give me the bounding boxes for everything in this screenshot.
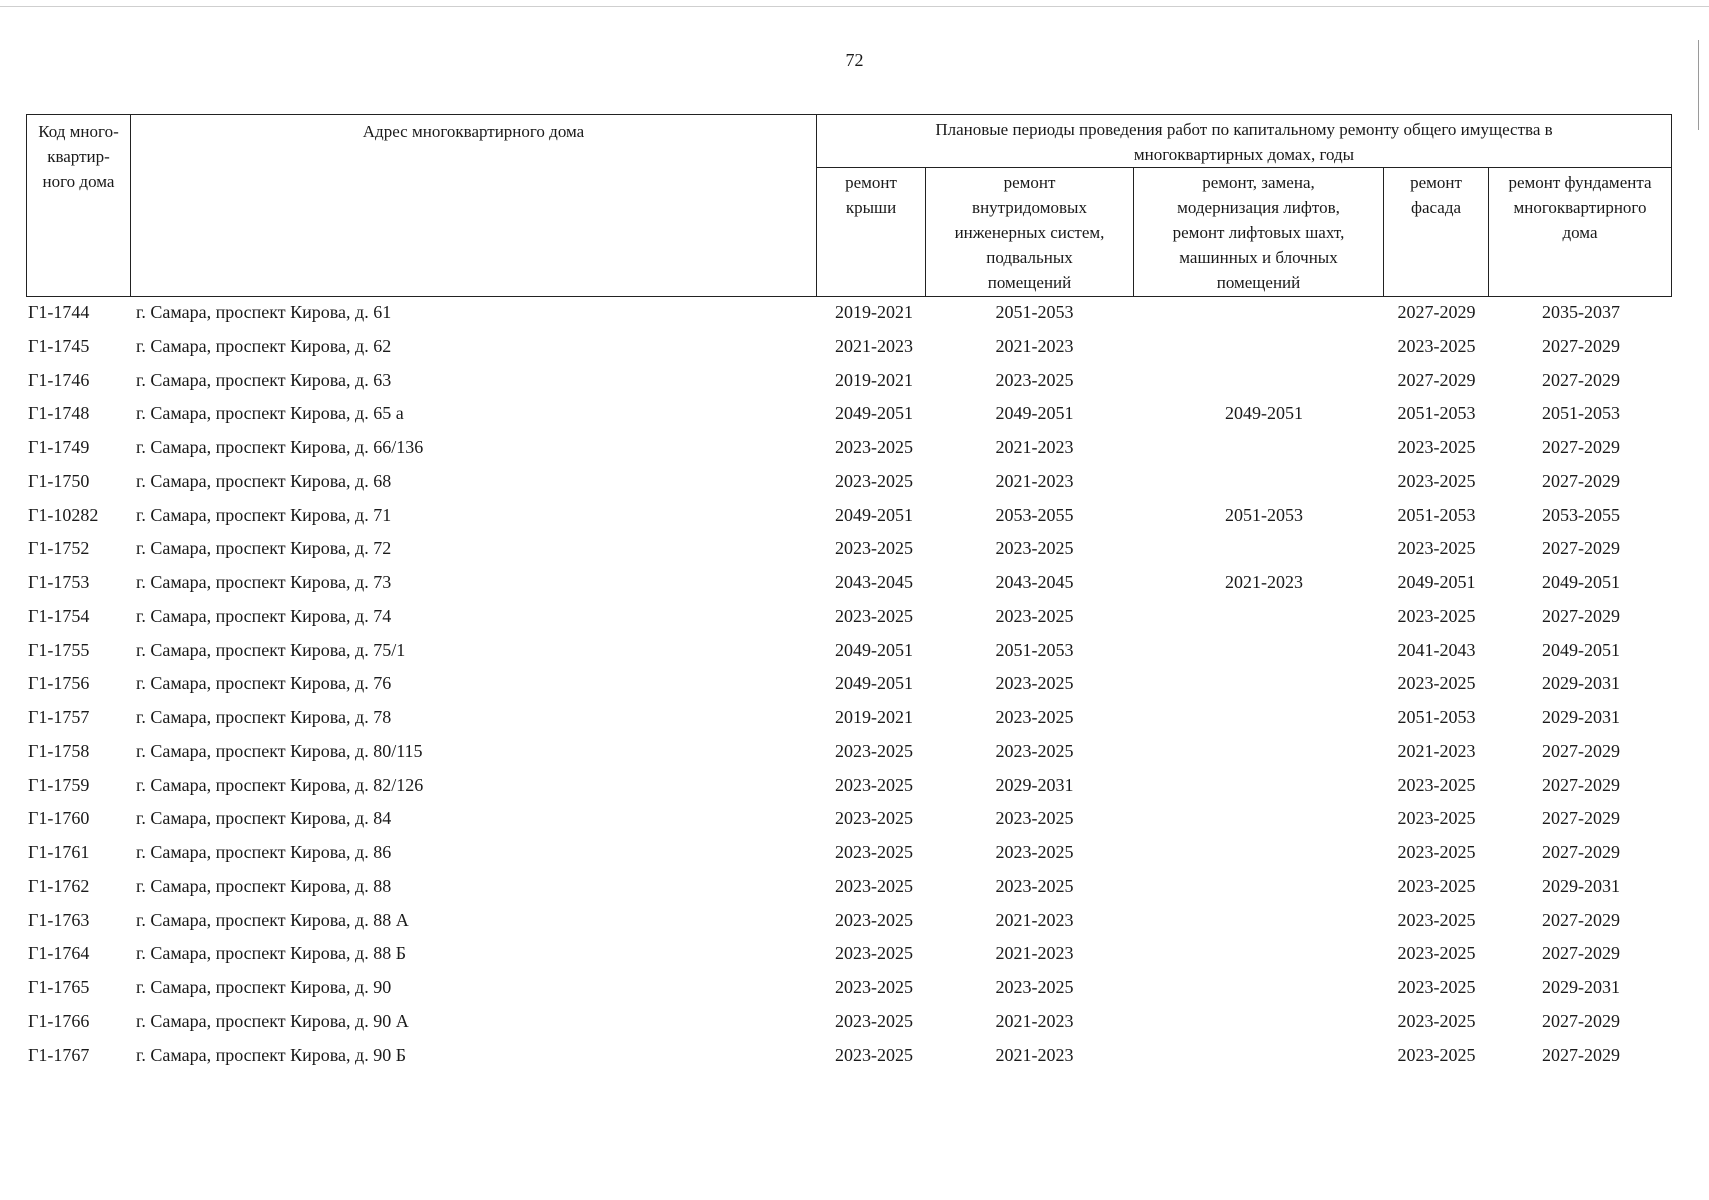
cell-address: г. Самара, проспект Кирова, д. 80/115 bbox=[136, 740, 423, 761]
table-row bbox=[26, 737, 1672, 771]
table-row bbox=[26, 1041, 1672, 1075]
cell-code: Г1-1759 bbox=[28, 774, 90, 795]
table-row bbox=[26, 939, 1672, 973]
header-foundation: ремонт фундамента многоквартирного дома bbox=[1508, 173, 1652, 242]
table-row bbox=[26, 636, 1672, 670]
cell-code: Г1-1752 bbox=[28, 538, 90, 559]
table-row bbox=[26, 771, 1672, 805]
cell-roof: 2021-2023 bbox=[835, 335, 913, 356]
cell-roof: 2023-2025 bbox=[835, 605, 913, 626]
cell-foundation: 2029-2031 bbox=[1542, 977, 1620, 997]
cell-facade: 2023-2025 bbox=[1397, 875, 1476, 896]
cell-address: г. Самара, проспект Кирова, д. 66/136 bbox=[136, 437, 424, 457]
cell-facade: 2027-2029 bbox=[1397, 369, 1476, 390]
cell-facade: 2023-2025 bbox=[1397, 977, 1476, 997]
cell-facade: 2023-2025 bbox=[1397, 842, 1476, 862]
table-row bbox=[26, 669, 1672, 703]
cell-engineering: 2049-2051 bbox=[995, 403, 1074, 424]
cell-engineering: 2023-2025 bbox=[995, 538, 1074, 559]
table-row bbox=[26, 433, 1672, 467]
header-code: Код много- квартир- ного дома bbox=[38, 122, 119, 191]
table-row bbox=[26, 804, 1672, 838]
cell-roof: 2049-2051 bbox=[835, 639, 913, 660]
cell-facade: 2023-2025 bbox=[1397, 774, 1476, 795]
table-row bbox=[26, 1007, 1672, 1041]
cell-address: г. Самара, проспект Кирова, д. 63 bbox=[136, 369, 392, 390]
cell-facade: 2023-2025 bbox=[1397, 808, 1476, 829]
table-row bbox=[26, 366, 1672, 400]
cell-engineering: 2023-2025 bbox=[995, 369, 1074, 390]
cell-engineering: 2023-2025 bbox=[995, 808, 1074, 829]
cell-code: Г1-1761 bbox=[28, 842, 90, 862]
cell-engineering: 2023-2025 bbox=[995, 842, 1074, 862]
table-row bbox=[26, 703, 1672, 737]
cell-engineering: 2021-2023 bbox=[995, 335, 1074, 356]
cell-code: Г1-1757 bbox=[28, 707, 90, 727]
cell-facade: 2021-2023 bbox=[1397, 740, 1476, 761]
table-row bbox=[26, 534, 1672, 568]
cell-address: г. Самара, проспект Кирова, д. 86 bbox=[136, 842, 392, 862]
cell-foundation: 2027-2029 bbox=[1542, 538, 1620, 559]
cell-code: Г1-1749 bbox=[28, 437, 90, 457]
cell-engineering: 2043-2045 bbox=[995, 572, 1074, 592]
cell-roof: 2019-2021 bbox=[835, 302, 913, 322]
cell-code: Г1-1753 bbox=[28, 572, 90, 592]
cell-code: Г1-1746 bbox=[28, 369, 90, 390]
cell-engineering: 2021-2023 bbox=[995, 909, 1074, 930]
cell-engineering: 2053-2055 bbox=[995, 504, 1074, 525]
scan-artifact-line bbox=[0, 6, 1709, 7]
cell-engineering: 2023-2025 bbox=[995, 875, 1074, 896]
header-bottom-border bbox=[26, 296, 1672, 297]
cell-address: г. Самара, проспект Кирова, д. 90 bbox=[136, 977, 392, 997]
cell-address: г. Самара, проспект Кирова, д. 68 bbox=[136, 470, 392, 491]
cell-roof: 2049-2051 bbox=[835, 403, 913, 424]
cell-foundation: 2029-2031 bbox=[1542, 707, 1620, 727]
cell-foundation: 2027-2029 bbox=[1542, 842, 1620, 862]
cell-foundation: 2027-2029 bbox=[1542, 909, 1620, 930]
cell-roof: 2023-2025 bbox=[835, 740, 913, 761]
cell-engineering: 2023-2025 bbox=[995, 605, 1074, 626]
cell-address: г. Самара, проспект Кирова, д. 84 bbox=[136, 808, 392, 829]
cell-engineering: 2023-2025 bbox=[995, 740, 1074, 761]
cell-engineering: 2021-2023 bbox=[995, 943, 1074, 964]
table-row bbox=[26, 872, 1672, 906]
cell-address: г. Самара, проспект Кирова, д. 74 bbox=[136, 605, 392, 626]
cell-engineering: 2023-2025 bbox=[995, 707, 1074, 727]
cell-engineering: 2021-2023 bbox=[995, 1010, 1074, 1031]
cell-foundation: 2029-2031 bbox=[1542, 673, 1620, 694]
cell-code: Г1-1760 bbox=[28, 808, 90, 829]
cell-foundation: 2027-2029 bbox=[1542, 1044, 1620, 1065]
cell-code: Г1-1766 bbox=[28, 1010, 90, 1031]
cell-engineering: 2021-2023 bbox=[995, 1044, 1074, 1065]
cell-facade: 2051-2053 bbox=[1397, 403, 1476, 424]
cell-code: Г1-1754 bbox=[28, 605, 90, 626]
cell-facade: 2023-2025 bbox=[1397, 470, 1476, 491]
cell-facade: 2023-2025 bbox=[1397, 943, 1476, 964]
cell-roof: 2023-2025 bbox=[835, 943, 913, 964]
cell-facade: 2051-2053 bbox=[1397, 504, 1476, 525]
cell-foundation: 2049-2051 bbox=[1542, 572, 1620, 592]
cell-address: г. Самара, проспект Кирова, д. 75/1 bbox=[136, 639, 406, 660]
cell-engineering: 2023-2025 bbox=[995, 673, 1074, 694]
cell-engineering: 2051-2053 bbox=[995, 302, 1074, 322]
cell-address: г. Самара, проспект Кирова, д. 88 bbox=[136, 875, 392, 896]
cell-roof: 2023-2025 bbox=[835, 909, 913, 930]
cell-engineering: 2029-2031 bbox=[995, 774, 1074, 795]
cell-facade: 2023-2025 bbox=[1397, 538, 1476, 559]
cell-address: г. Самара, проспект Кирова, д. 90 Б bbox=[136, 1044, 407, 1065]
cell-roof: 2023-2025 bbox=[835, 437, 913, 457]
cell-code: Г1-1748 bbox=[28, 403, 90, 424]
cell-roof: 2043-2045 bbox=[835, 572, 913, 592]
header-facade: ремонт фасада bbox=[1410, 173, 1462, 217]
cell-foundation: 2027-2029 bbox=[1542, 774, 1620, 795]
header-address: Адрес многоквартирного дома bbox=[362, 122, 585, 141]
cell-roof: 2023-2025 bbox=[835, 875, 913, 896]
cell-foundation: 2027-2029 bbox=[1542, 369, 1620, 390]
cell-facade: 2023-2025 bbox=[1397, 1044, 1476, 1065]
table-row bbox=[26, 838, 1672, 872]
cell-lift: 2021-2023 bbox=[1225, 572, 1303, 592]
cell-code: Г1-1756 bbox=[28, 673, 90, 694]
table-row bbox=[26, 568, 1672, 602]
cell-facade: 2023-2025 bbox=[1397, 673, 1476, 694]
cell-roof: 2023-2025 bbox=[835, 538, 913, 559]
cell-foundation: 2029-2031 bbox=[1542, 875, 1620, 896]
cell-facade: 2023-2025 bbox=[1397, 605, 1476, 626]
cell-foundation: 2027-2029 bbox=[1542, 470, 1620, 491]
cell-address: г. Самара, проспект Кирова, д. 88 Б bbox=[136, 943, 407, 964]
cell-code: Г1-1765 bbox=[28, 977, 90, 997]
header-top-border bbox=[26, 114, 1672, 115]
cell-foundation: 2027-2029 bbox=[1542, 808, 1620, 829]
cell-code: Г1-1764 bbox=[28, 943, 90, 964]
cell-roof: 2049-2051 bbox=[835, 504, 913, 525]
cell-code: Г1-1755 bbox=[28, 639, 90, 660]
cell-address: г. Самара, проспект Кирова, д. 78 bbox=[136, 707, 392, 727]
cell-foundation: 2027-2029 bbox=[1542, 437, 1620, 457]
cell-foundation: 2049-2051 bbox=[1542, 639, 1620, 660]
header-engineering: ремонт внутридомовых инженерных систем, подвальных помещений bbox=[954, 173, 1105, 292]
table-header bbox=[26, 114, 1672, 297]
cell-facade: 2027-2029 bbox=[1397, 302, 1476, 322]
cell-address: г. Самара, проспект Кирова, д. 62 bbox=[136, 335, 392, 356]
cell-foundation: 2027-2029 bbox=[1542, 605, 1620, 626]
cell-engineering: 2021-2023 bbox=[995, 437, 1074, 457]
cell-roof: 2023-2025 bbox=[835, 1044, 913, 1065]
table-row bbox=[26, 332, 1672, 366]
cell-foundation: 2027-2029 bbox=[1542, 943, 1620, 964]
cell-address: г. Самара, проспект Кирова, д. 88 А bbox=[136, 909, 409, 930]
cell-code: Г1-1744 bbox=[28, 302, 90, 322]
cell-foundation: 2035-2037 bbox=[1542, 302, 1620, 322]
cell-address: г. Самара, проспект Кирова, д. 73 bbox=[136, 572, 392, 592]
cell-roof: 2023-2025 bbox=[835, 808, 913, 829]
cell-lift: 2049-2051 bbox=[1225, 403, 1303, 424]
page-number: 72 bbox=[845, 50, 864, 70]
cell-roof: 2049-2051 bbox=[835, 673, 913, 694]
cell-roof: 2023-2025 bbox=[835, 842, 913, 862]
cell-roof: 2023-2025 bbox=[835, 470, 913, 491]
cell-facade: 2041-2043 bbox=[1397, 639, 1476, 660]
cell-address: г. Самара, проспект Кирова, д. 76 bbox=[136, 673, 392, 694]
cell-address: г. Самара, проспект Кирова, д. 71 bbox=[136, 504, 392, 525]
cell-foundation: 2053-2055 bbox=[1542, 504, 1620, 525]
cell-code: Г1-1745 bbox=[28, 335, 90, 356]
header-lift: ремонт, замена, модернизация лифтов, ремонт лифтовых шахт, машинных и блочных помещений bbox=[1172, 173, 1345, 292]
header-mid-border bbox=[816, 167, 1672, 168]
cell-address: г. Самара, проспект Кирова, д. 82/126 bbox=[136, 774, 424, 795]
cell-code: Г1-1767 bbox=[28, 1044, 90, 1065]
cell-code: Г1-1763 bbox=[28, 909, 90, 930]
cell-code: Г1-1750 bbox=[28, 470, 90, 491]
header-roof: ремонт крыши bbox=[845, 173, 897, 217]
cell-address: г. Самара, проспект Кирова, д. 65 а bbox=[136, 403, 404, 424]
cell-facade: 2051-2053 bbox=[1397, 707, 1476, 727]
cell-foundation: 2027-2029 bbox=[1542, 1010, 1620, 1031]
cell-code: Г1-1758 bbox=[28, 740, 90, 761]
table-row bbox=[26, 298, 1672, 332]
header-periods: Плановые периоды проведения работ по капитальному ремонту общего имущества в многоквартирных домах, годы bbox=[935, 120, 1553, 164]
table-row bbox=[26, 467, 1672, 501]
cell-engineering: 2021-2023 bbox=[995, 470, 1074, 491]
cell-address: г. Самара, проспект Кирова, д. 72 bbox=[136, 538, 392, 559]
cell-facade: 2023-2025 bbox=[1397, 909, 1476, 930]
cell-roof: 2023-2025 bbox=[835, 774, 913, 795]
cell-foundation: 2051-2053 bbox=[1542, 403, 1620, 424]
cell-facade: 2049-2051 bbox=[1397, 572, 1476, 592]
cell-engineering: 2023-2025 bbox=[995, 977, 1074, 997]
cell-roof: 2023-2025 bbox=[835, 1010, 913, 1031]
cell-roof: 2023-2025 bbox=[835, 977, 913, 997]
cell-facade: 2023-2025 bbox=[1397, 335, 1476, 356]
cell-lift: 2051-2053 bbox=[1225, 504, 1303, 525]
cell-roof: 2019-2021 bbox=[835, 707, 913, 727]
cell-facade: 2023-2025 bbox=[1397, 1010, 1476, 1031]
cell-address: г. Самара, проспект Кирова, д. 61 bbox=[136, 302, 392, 322]
table-row bbox=[26, 602, 1672, 636]
cell-code: Г1-10282 bbox=[28, 504, 99, 525]
table-row bbox=[26, 906, 1672, 940]
table-row bbox=[26, 501, 1672, 535]
cell-facade: 2023-2025 bbox=[1397, 437, 1476, 457]
table-row bbox=[26, 399, 1672, 433]
cell-foundation: 2027-2029 bbox=[1542, 740, 1620, 761]
table-body bbox=[26, 298, 1672, 1074]
cell-foundation: 2027-2029 bbox=[1542, 335, 1620, 356]
cell-code: Г1-1762 bbox=[28, 875, 90, 896]
cell-engineering: 2051-2053 bbox=[995, 639, 1074, 660]
cell-roof: 2019-2021 bbox=[835, 369, 913, 390]
cell-address: г. Самара, проспект Кирова, д. 90 А bbox=[136, 1010, 409, 1031]
table-row bbox=[26, 973, 1672, 1007]
header-right-border bbox=[1671, 114, 1672, 297]
